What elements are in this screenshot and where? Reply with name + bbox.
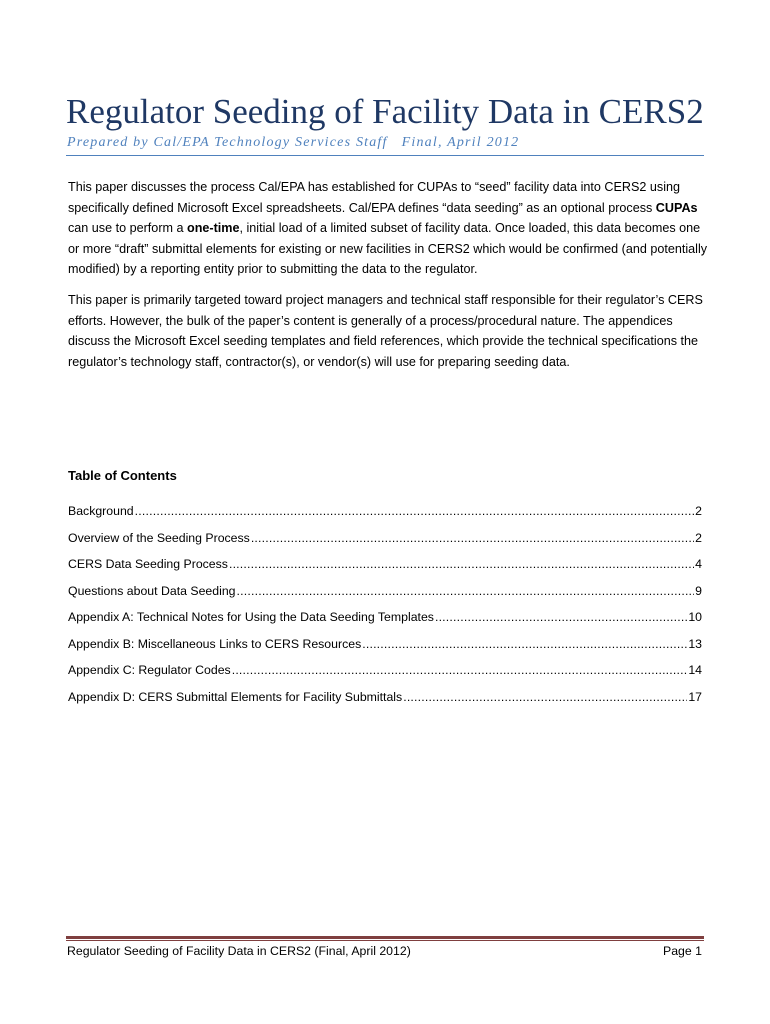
title-divider xyxy=(66,155,704,156)
intro-p1-text-b: can use to perform a xyxy=(68,221,188,236)
table-of-contents xyxy=(68,504,702,716)
toc-leader-dots xyxy=(232,663,688,677)
intro-p1-text-c: , initial load of a limited subset of facility data. Once loaded, this data becomes one or more “draft” submittal elements for existing or new facilities in CERS2 which would be confirmed (and potentially modified) by a reporting entity prior to submitting the data to the regulator. xyxy=(68,221,708,277)
intro-p1-bold-cupas: CUPAs xyxy=(655,200,698,215)
toc-entry-appendix-a[interactable] xyxy=(68,610,702,637)
toc-leader-dots xyxy=(229,557,694,571)
toc-entry-label: Appendix D: CERS Submittal Elements for Facility Submittals xyxy=(68,689,403,704)
toc-entry-background[interactable] xyxy=(68,504,702,531)
toc-heading: Table of Contents xyxy=(68,468,177,483)
toc-leader-dots xyxy=(362,637,687,651)
toc-leader-dots xyxy=(135,504,695,518)
toc-entry-page: 10 xyxy=(688,610,702,624)
toc-entry-page: 4 xyxy=(695,557,702,571)
toc-entry-page: 13 xyxy=(688,636,702,651)
toc-leader-dots xyxy=(251,531,694,545)
document-title: Regulator Seeding of Facility Data in CERS2 xyxy=(66,92,704,131)
subtitle-date: Final, April 2012 xyxy=(401,135,520,150)
toc-entry-label: Questions about Data Seeding xyxy=(68,583,236,598)
toc-entry-page: 2 xyxy=(695,504,702,518)
toc-entry-label: Appendix A: Technical Notes for Using the Data Seeding Templates xyxy=(68,610,434,624)
toc-entry-page: 17 xyxy=(688,689,702,704)
intro-p1-text-a: This paper discusses the process Cal/EPA has established for CUPAs to “seed” facility data into CERS2 using specifically defined Microsoft Excel spreadsheets. Cal/EPA defines “data seeding” as an optional process xyxy=(68,180,681,215)
toc-leader-dots xyxy=(237,584,695,598)
toc-entry-label: Background xyxy=(68,504,134,518)
toc-entry-page: 2 xyxy=(695,530,702,545)
toc-entry-label: CERS Data Seeding Process xyxy=(68,557,228,571)
toc-entry-questions[interactable] xyxy=(68,584,702,611)
intro-paragraph-1 xyxy=(68,177,708,280)
intro-paragraph-2: This paper is primarily targeted toward project managers and technical staff responsible for their regulator’s CERS efforts. However, the bulk of the paper’s content is generally of a process/procedural nature. The appendices discuss the Microsoft Excel seeding templates and field references, which provide the technical specifications the regulator’s technology staff, contractor(s), or vendor(s) will use for preparing seeding data. xyxy=(68,293,703,369)
subtitle-author: Prepared by Cal/EPA Technology Services Staff xyxy=(67,135,388,150)
toc-entry-page: 9 xyxy=(695,583,702,598)
footer-divider-thick xyxy=(66,936,704,939)
toc-entry-appendix-d[interactable] xyxy=(68,690,702,717)
toc-entry-seeding-process[interactable] xyxy=(68,557,702,584)
footer-divider-thin xyxy=(66,940,704,941)
toc-entry-overview[interactable] xyxy=(68,531,702,558)
toc-entry-page: 14 xyxy=(688,663,702,677)
toc-entry-label: Overview of the Seeding Process xyxy=(68,530,250,545)
toc-leader-dots xyxy=(435,610,687,624)
footer-document-title: Regulator Seeding of Facility Data in CERS2 (Final, April 2012) xyxy=(67,944,411,958)
toc-entry-label: Appendix B: Miscellaneous Links to CERS Resources xyxy=(68,636,362,651)
toc-entry-label: Appendix C: Regulator Codes xyxy=(68,663,231,677)
toc-leader-dots xyxy=(403,690,687,704)
toc-entry-appendix-b[interactable] xyxy=(68,637,702,664)
intro-p1-bold-one-time: one-time xyxy=(187,221,240,236)
toc-entry-appendix-c[interactable] xyxy=(68,663,702,690)
footer-page-number: Page 1 xyxy=(663,944,702,958)
document-subtitle xyxy=(67,135,519,151)
